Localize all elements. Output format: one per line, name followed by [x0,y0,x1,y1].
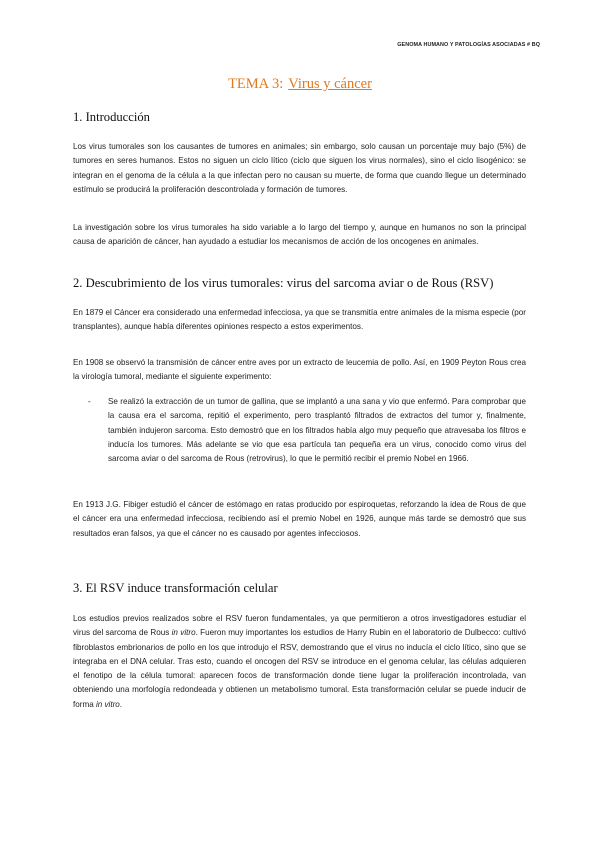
document-title [0,76,600,93]
bullet-text: Se realizó la extracción de un tumor de gallina, que se implantó a una sana y vio que enfermó. Para comprobar que la causa era el sarcoma, repitió el experimento, pero trasplantó filtrados de extractos del tumor y, finalmente, también indujeron sarcoma. Esto demostró que en los filtrados había algo muy pequeño que atravesaba los filtros e inducía los tumores. Más adelante se vio que esa partícula tan pequeña era un virus, conocido como virus del sarcoma aviar o del sarcoma de Rous (retrovirus), lo que le permitió recibir el premio Nobel en 1966. [108,397,526,464]
section-heading-descubrimiento: 2. Descubrimiento de los virus tumorales: virus del sarcoma aviar o de Rous (RSV) [73,276,494,290]
paragraph: En 1879 el Cáncer era considerado una enfermedad infecciosa, ya que se transmitía entre animales de la misma especie (por transplantes), aunque había diferentes opiniones respecto a estos experimentos. [73,308,526,332]
text-run: . [119,699,123,709]
section-heading-introduccion: 1. Introducción [73,110,150,124]
section-heading-transformacion: 3. El RSV induce transformación celular [73,581,278,595]
italic-term: in vitro [171,628,196,638]
running-header: GENOMA HUMANO Y PATOLOGÍAS ASOCIADAS # BQ [397,42,540,48]
paragraph [73,612,526,712]
paragraph: En 1908 se observó la transmisión de cáncer entre aves por un extracto de leucemia de pollo. Así, en 1909 Peyton Rous crea la virología tumoral, mediante el siguiente experimento: [73,358,526,382]
paragraph: La investigación sobre los virus tumorales ha sido variable a lo largo del tiempo y, aunque en humanos no son la principal causa de aparición de cáncer, han ayudado a estudiar los mecanismos de acción de los oncogenes en animales. [73,223,526,247]
italic-term: in vitro [95,699,120,709]
bullet-list-item [88,395,526,466]
text-run: Los estudios previos realizados sobre el RSV fueron fundamentales, ya que permitieron a otros investigadores estudiar el virus del sarcoma de Rous [73,614,526,638]
title-number: TEMA 3: [228,76,284,92]
text-run: . Fueron muy importantes los estudios de Harry Rubin en el laboratorio de Dulbecco: cultivó fibroblastos embrionarios de pollo en los que introdujo el RSV, demostrando que el virus no inducía el ciclo lítico, sino que se integraba en el DNA celular. Tras esto, cuando el oncogen del RSV se introduce en el genoma celular, las células adquieren el fenotipo de la célula tumoral: aparecen focos de transformación donde tiene lugar la proliferación incontrolada, van obteniendo una morfología redondeada y obtienen un metabolismo tumoral. Esta transformación celular se puede inducir de forma [73,628,526,709]
paragraph: Los virus tumorales son los causantes de tumores en animales; sin embargo, solo causan un porcentaje muy bajo (5%) de tumores en seres humanos. Estos no siguen un ciclo lítico (ciclo que siguen los virus normales), sino el ciclo lisogénico: se integran en el genoma de la célula a la que infectan pero no causan su muerte, de forma que cuando llegue un determinado estímulo se producirá la proliferación descontrolada y formación de tumores. [73,142,526,194]
bullet-dash: - [88,397,91,406]
paragraph: En 1913 J.G. Fibiger estudió el cáncer de estómago en ratas producido por espiroquetas, reforzando la idea de Rous de que el cáncer era una enfermedad infecciosa, recibiendo así el premio Nobel en 1926, aunque más tarde se demostró que sus resultados eran falsos, ya que el cáncer no es causado por agentes infecciosos. [73,500,526,538]
title-subject: Virus y cáncer [288,76,372,92]
